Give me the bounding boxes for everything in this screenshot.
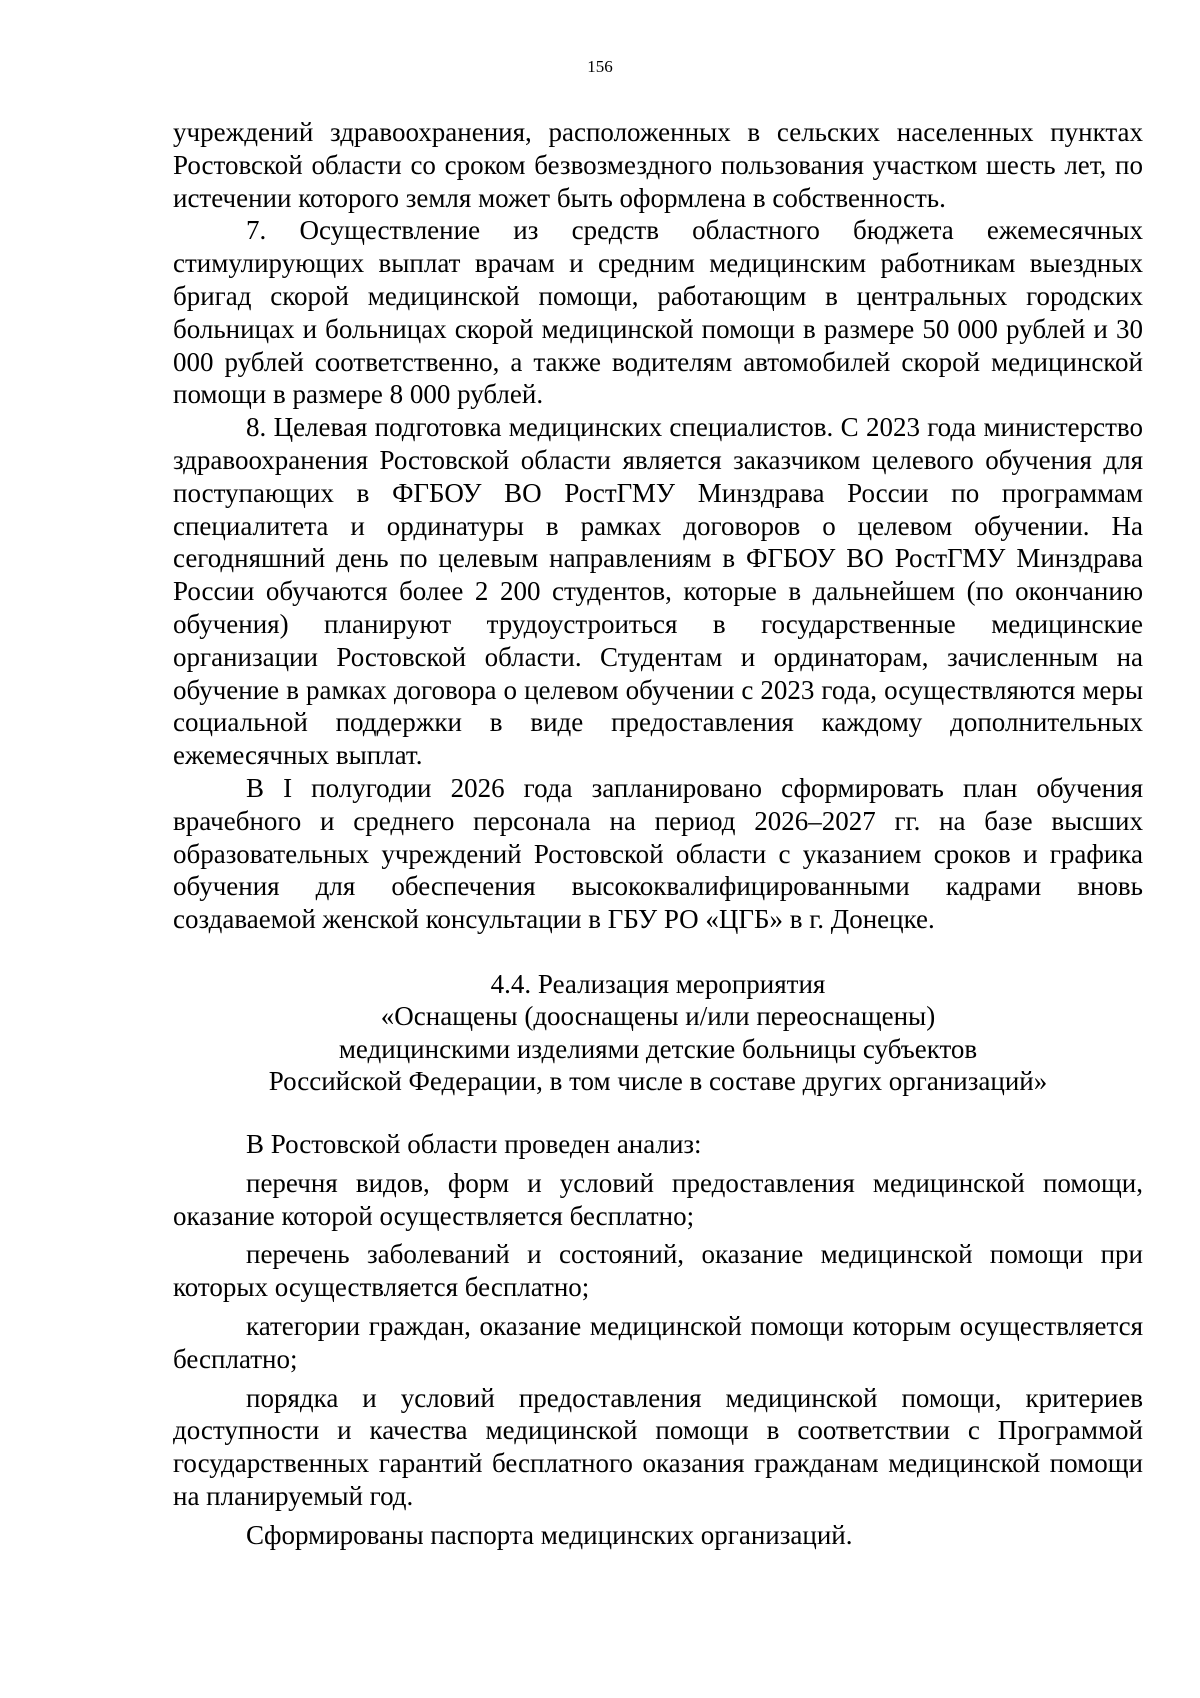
paragraph-analysis-item: перечень заболеваний и состояний, оказание медицинской помощи при которых осуществляется бесплатно;: [173, 1239, 1143, 1303]
paragraph-analysis-item: категории граждан, оказание медицинской помощи которым осуществляется бесплатно;: [173, 1310, 1143, 1374]
paragraph-item-8: 8. Целевая подготовка медицинских специалистов. С 2023 года министерство здравоохранения Ростовской области является заказчиком целевого обучения для поступающих в ФГБОУ ВО РостГМУ Минздрава России по программам специалитета и ординатуры в рамках договоров о целевом обучении. На сегодняшний день по целевым направлениям в ФГБОУ ВО РостГМУ Минздрава России обучаются более 2 200 студентов, которые в дальнейшем (по окончанию обучения) планируют трудоустроиться в государственные медицинские организации Ростовской области. Студентам и ординаторам, зачисленным на обучение в рамках договора о целевом обучении с 2023 года, осуществляются меры социальной поддержки в виде предоставления каждому дополнительных ежемесячных выплат.: [173, 412, 1143, 771]
paragraph-item-7: 7. Осуществление из средств областного бюджета ежемесячных стимулирующих выплат врачам и средним медицинским работникам выездных бригад скорой медицинской помощи, работающим в центральных городских больницах и больницах скорой медицинской помощи в размере 50 000 рублей и 30 000 рублей соответственно, а также водителям автомобилей скорой медицинской помощи в размере 8 000 рублей.: [173, 215, 1143, 410]
paragraph-analysis-intro: В Ростовской области проведен анализ:: [246, 1128, 702, 1159]
section-heading: [173, 968, 1143, 1098]
section-heading-line: 4.4. Реализация мероприятия: [490, 968, 826, 999]
section-heading-line: Российской Федерации, в том числе в составе других организаций»: [268, 1066, 1048, 1097]
paragraph-analysis-item: перечня видов, форм и условий предоставления медицинской помощи, оказание которой осуществляется бесплатно;: [173, 1167, 1143, 1231]
document-body: [173, 116, 1143, 1551]
page-number: 156: [587, 57, 613, 76]
paragraph-training-plan: В I полугодии 2026 года запланировано сформировать план обучения врачебного и среднего персонала на период 2026–2027 гг. на базе высших образовательных учреждений Ростовской области с указанием сроков и графика обучения для обеспечения высококвалифицированными кадрами вновь создаваемой женской консультации в ГБУ РО «ЦГБ» в г. Донецке.: [173, 772, 1143, 935]
paragraph-passports: Сформированы паспорта медицинских организаций.: [246, 1519, 853, 1550]
section-heading-line: медицинскими изделиями детские больницы субъектов: [338, 1033, 978, 1064]
paragraph-analysis-item: порядка и условий предоставления медицинской помощи, критериев доступности и качества медицинской помощи в соответствии с Программой государственных гарантий бесплатного оказания гражданам медицинской помощи на планируемый год.: [173, 1382, 1143, 1511]
paragraph-continuation: учреждений здравоохранения, расположенных в сельских населенных пунктах Ростовской области со сроком безвозмездного пользования участком шесть лет, по истечении которого земля может быть оформлена в собственность.: [173, 117, 1143, 213]
section-heading-line: «Оснащены (дооснащены и/или переоснащены): [380, 1001, 936, 1032]
